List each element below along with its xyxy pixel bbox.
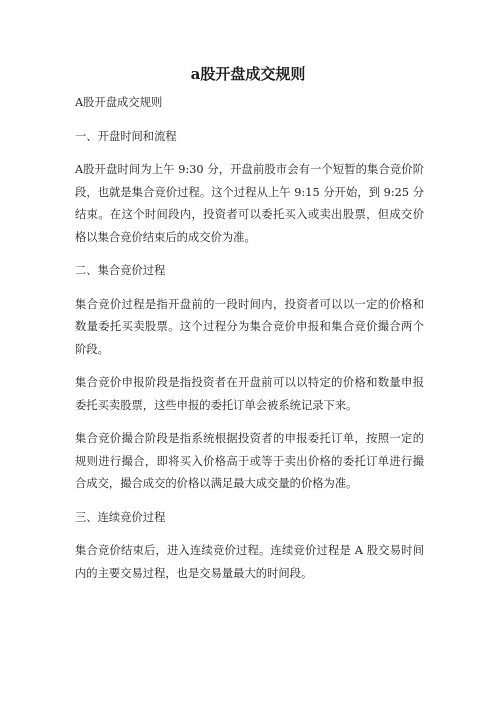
paragraph-call-auction-declaration: 集合竞价申报阶段是指投资者在开盘前可以以特定的价格和数量申报委托买卖股票，这些申报的委托订单会被系统记录下来。	[75, 376, 424, 412]
section-heading-continuous-auction: 三、连续竞价过程	[75, 510, 166, 524]
document-title: a股开盘成交规则	[190, 65, 306, 83]
paragraph-opening-time: A股开盘时间为上午 9:30 分，开盘前股市会有一个短暂的集合竞价阶段，也就是集合竞价过程。这个过程从上午 9:15 分开始，到 9:25 分结束。在这个时间段内，投资者可以委托买入或卖出股票，但成交价格以集合竞价结束后的成交价为准。	[75, 163, 424, 244]
document-body	[75, 92, 424, 596]
paragraph-continuous-auction: 集合竞价结束后，进入连续竞价过程。连续竞价过程是 A 股交易时间内的主要交易过程，也是交易量最大的时间段。	[75, 544, 424, 580]
section-heading-call-auction: 二、集合竞价过程	[75, 264, 166, 277]
paragraph-call-auction-matching: 集合竞价撮合阶段是指系统根据投资者的申报委托订单，按照一定的规则进行撮合，即将买入价格高于或等于卖出价格的委托订单进行撮合成交，撮合成交的价格以满足最大成交量的价格为准。	[75, 432, 424, 490]
section-heading-opening-time: 一、开盘时间和流程	[75, 129, 177, 143]
paragraph-call-auction-intro: 集合竞价过程是指开盘前的一段时间内，投资者可以以一定的价格和数量委托买卖股票。这个过程分为集合竞价申报和集合竞价撮合两个阶段。	[75, 297, 424, 356]
subtitle-paragraph: A股开盘成交规则	[75, 96, 163, 109]
